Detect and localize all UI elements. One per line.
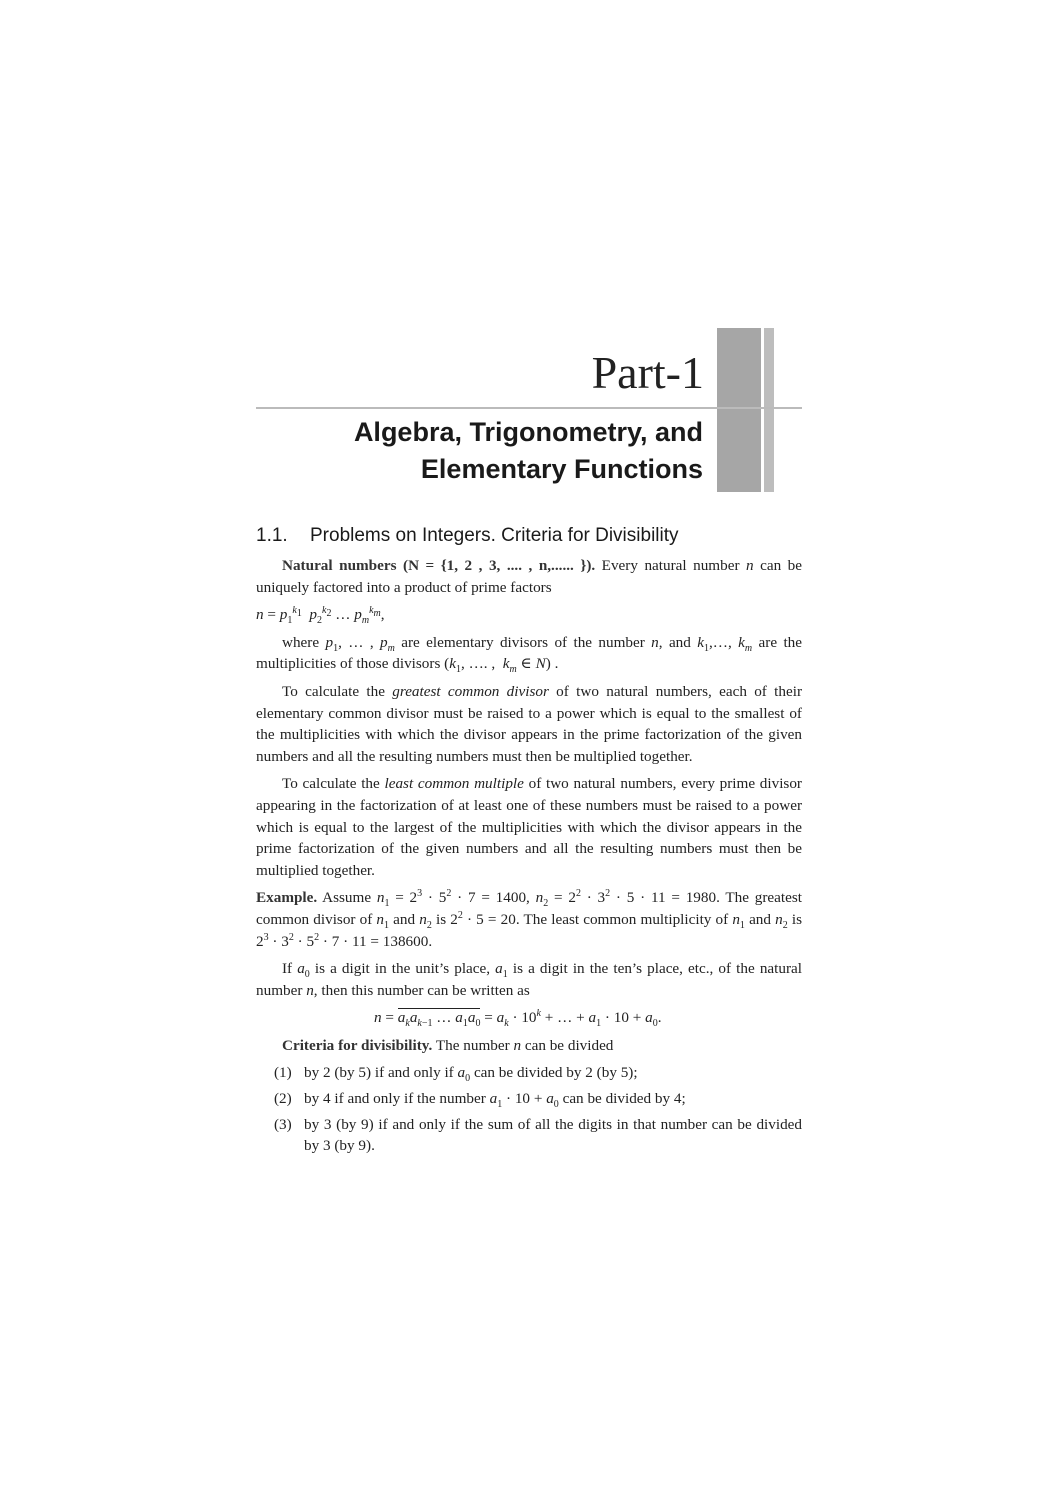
criteria-list <box>256 1062 802 1156</box>
text: can be divided by 2 (by 5); <box>470 1064 638 1082</box>
text: is a digit in the ten’s place, etc., of the natural number <box>256 960 802 999</box>
list-marker: (2) <box>274 1090 292 1108</box>
paragraph-where: where $p_1$, … , $p_m$ are elementary divisors of the number n, and $k_1,\dots$, $k_m$ are the multiplicities of those divisors ($k_1$, …. , $k_m$ ∈ N) . <box>256 633 803 676</box>
lead-criteria: Criteria for divisibility. <box>282 1036 433 1054</box>
title-rule <box>256 407 802 409</box>
text: can be divided <box>521 1036 614 1054</box>
lead-example: Example. <box>256 889 318 907</box>
text: To calculate the <box>282 682 393 700</box>
list-item: (1) by 2 (by 5) if and only if $a_0$ can be divided by 2 (by 5); <box>274 1064 638 1085</box>
list-marker: (3) <box>274 1115 292 1133</box>
text: , and <box>658 633 698 651</box>
term-gcd: greatest common divisor <box>392 682 549 700</box>
paragraph-gcd <box>256 681 802 767</box>
section-title: Problems on Integers. Criteria for Divisibility <box>310 525 679 546</box>
decorative-bar <box>717 328 761 492</box>
chapter-title <box>354 414 703 488</box>
chapter-title-line1: Algebra, Trigonometry, and <box>353 417 703 447</box>
text: of two natural numbers, each of their elementary common divisor must be raised to a power which is equal to the smallest of the multiplicities with which the divisor appears in the prime factorization of the given numbers and all the resulting numbers must then be multiplied together. <box>256 682 803 765</box>
text: The least common multiplicity of <box>519 910 733 928</box>
text: , then this number can be written as <box>313 981 530 999</box>
digit-formula: $n = a_ka_{k-1}$ … $a_1a_0 = a_k \cdot 10^k$ + … + $a_1 \cdot 10 + a_0$. <box>374 1008 662 1030</box>
paragraph-lcm <box>256 773 802 881</box>
part-title: Part-1 <box>591 347 704 398</box>
text: where <box>282 633 326 651</box>
text: Assume <box>317 889 377 907</box>
section-heading <box>256 525 679 547</box>
text: is <box>787 910 803 928</box>
text: by 3 (by 9) if and only if the sum of all the digits in that number can be divided by 3 (by 9). <box>304 1115 802 1155</box>
list-item <box>256 1114 802 1157</box>
chapter-title-line2: Elementary Functions <box>420 454 703 484</box>
text: is a digit in the unit’s place, <box>309 960 496 978</box>
text: are the multiplicities of those divisors <box>256 633 803 673</box>
text: is <box>431 910 451 928</box>
text: If <box>282 960 298 978</box>
natural-set: (N = {1, 2 , 3, .... , n,...... }). <box>403 557 596 574</box>
list-item: (2) by 4 if and only if the number $a_1 \cdot 10 + a_0$ can be divided by 4; <box>274 1090 686 1111</box>
text: by 4 if and only if the number <box>304 1090 490 1108</box>
section-number: 1.1. <box>256 525 288 546</box>
lead-natural-numbers: Natural numbers <box>282 557 397 574</box>
paragraph-natural-numbers: Natural numbers (N = {1, 2 , 3, .... , n,...... }). Every natural number n can be uniquely factored into a product of prime factors <box>256 557 802 596</box>
factorization-formula: $n = p_1^{k_1}$ $p_2^{k_2}$ … $p_m^{k_m}$, <box>256 605 385 627</box>
decorative-bar-thin <box>764 328 774 492</box>
paragraph-example: Example. Assume $n_1 = 2^3 \cdot 5^2 \cdot 7 = 1400$, $n_2 = 2^2 \cdot 3^2 \cdot 5 \cdot 11 = 1980$. The greatest common divisor of $n_1$ and $n_2$ is $2^2 \cdot 5 = 20$. The least common multiplicity of $n_1$ and $n_2$ is $2^3 \cdot 3^2 \cdot 5^2 \cdot 7 \cdot 11 = 138600$. <box>256 888 803 950</box>
paragraph-digits: If $a_0$ is a digit in the unit’s place, $a_1$ is a digit in the ten’s place, etc., of the natural number n, then this number can be written as <box>256 960 802 999</box>
text: The greatest common divisor of <box>256 889 802 928</box>
text: can be uniquely factored into a product of prime factors <box>256 557 802 596</box>
text: can be divided by 4; <box>558 1090 686 1108</box>
text: and <box>389 910 420 928</box>
text: and <box>744 910 776 928</box>
text: of two natural numbers, every prime divisor appearing in the factorization of at least one of these numbers must be raised to a power which is equal to the largest of the multiplicities with which the divisor appears in the prime factorization of the given numbers and all the resulting numbers must then be multiplied together. <box>256 775 802 879</box>
text: are elementary divisors of the number <box>394 633 652 651</box>
text: Every natural number <box>595 557 746 574</box>
text: by 2 (by 5) if and only if <box>304 1064 458 1082</box>
page-body <box>256 555 802 1161</box>
paragraph-criteria: Criteria for divisibility. The number n can be divided <box>282 1036 614 1054</box>
list-marker: (1) <box>274 1064 292 1082</box>
text: To calculate the <box>282 775 385 793</box>
text: The number <box>432 1036 514 1054</box>
text: . <box>554 655 559 673</box>
term-lcm: least common multiple <box>384 775 524 793</box>
